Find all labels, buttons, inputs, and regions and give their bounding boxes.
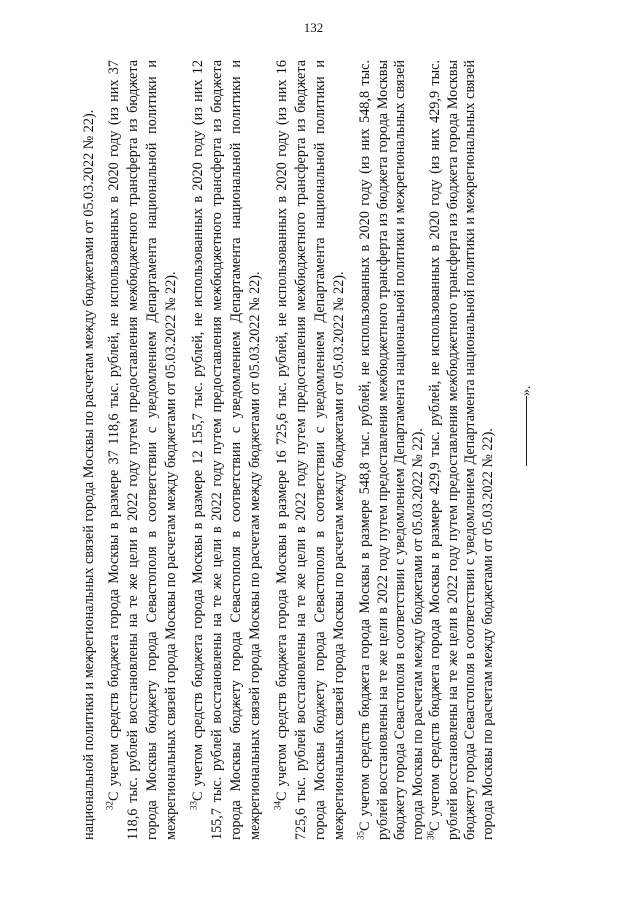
- footnote-36: [427, 60, 497, 840]
- page-number: 132: [303, 20, 324, 35]
- footnote-number: 34: [272, 801, 283, 810]
- footnote-text: С учетом средств бюджета города Москвы в размере 548,8 тыс. рублей, не использованных в 2020 году (из них 548,8 тыс. рублей восстановлены на те же цели в 2022 году путем предоставления межбюджетного трансферта из бюджета города Москвы бюджету города Севастополя в соответствии с уведомлением Департамента национальной политики и межрегиональных связей города Москвы по расчетам между бюджетами от 05.03.2022 № 22).: [357, 60, 426, 840]
- rotated-page-body: [80, 60, 550, 840]
- footnote-number: 33: [188, 801, 199, 810]
- footnote-text: С учетом средств бюджета города Москвы в размере 429,9 тыс. рублей, не использованных в 2020 году (из них 429,9 тыс. рублей восстановлены на те же цели в 2022 году путем предоставления межбюджетного трансферта из бюджета города Москвы бюджету города Севастополя в соответствии с уведомлением Департамента национальной политики и межрегиональных связей города Москвы по расчетам между бюджетами от 05.03.2022 № 22).: [427, 60, 496, 840]
- footnote-number: 36: [425, 831, 436, 840]
- footnote-32: [105, 60, 181, 840]
- signature-rule: [526, 396, 527, 466]
- closing-quote: ».: [519, 385, 534, 396]
- footnote-text: С учетом средств бюджета города Москвы в размере 16 725,6 тыс. рублей, не использованных в 2020 году (из них 16 725,6 тыс. рублей восстановлены на те же цели в 2022 году путем предоставления межбюджетного трансферта из бюджета города Москвы бюджету города Севастополя в соответствии с уведомлением Департамента национальной политики и межрегиональных связей города Москвы по расчетам между бюджетами от 05.03.2022 № 22).: [274, 60, 347, 840]
- closing-line: [519, 60, 535, 840]
- footnote-text: С учетом средств бюджета города Москвы в размере 12 155,7 тыс. рублей, не использованных в 2020 году (из них 12 155,7 тыс. рублей восстановлены на те же цели в 2022 году путем предоставления межбюджетного трансферта из бюджета города Москвы бюджету города Севастополя в соответствии с уведомлением Департамента национальной политики и межрегиональных связей города Москвы по расчетам между бюджетами от 05.03.2022 № 22).: [190, 60, 263, 840]
- intro-tail: национальной политики и межрегиональных связей города Москвы по расчетам между бюджетами от 05.03.2022 № 22).: [81, 109, 97, 840]
- footnote-number: 35: [355, 831, 366, 840]
- footnote-number: 32: [104, 801, 115, 810]
- footnote-34: [273, 60, 349, 840]
- footnote-text: С учетом средств бюджета города Москвы в размере 37 118,6 тыс. рублей, не использованных в 2020 году (из них 37 118,6 тыс. рублей восстановлены на те же цели в 2022 году путем предоставления межбюджетного трансферта из бюджета города Москвы бюджету города Севастополя в соответствии с уведомлением Департамента национальной политики и межрегиональных связей города Москвы по расчетам между бюджетами от 05.03.2022 № 22).: [106, 60, 179, 840]
- footnote-33: [189, 60, 265, 840]
- footnote-35: [357, 60, 427, 840]
